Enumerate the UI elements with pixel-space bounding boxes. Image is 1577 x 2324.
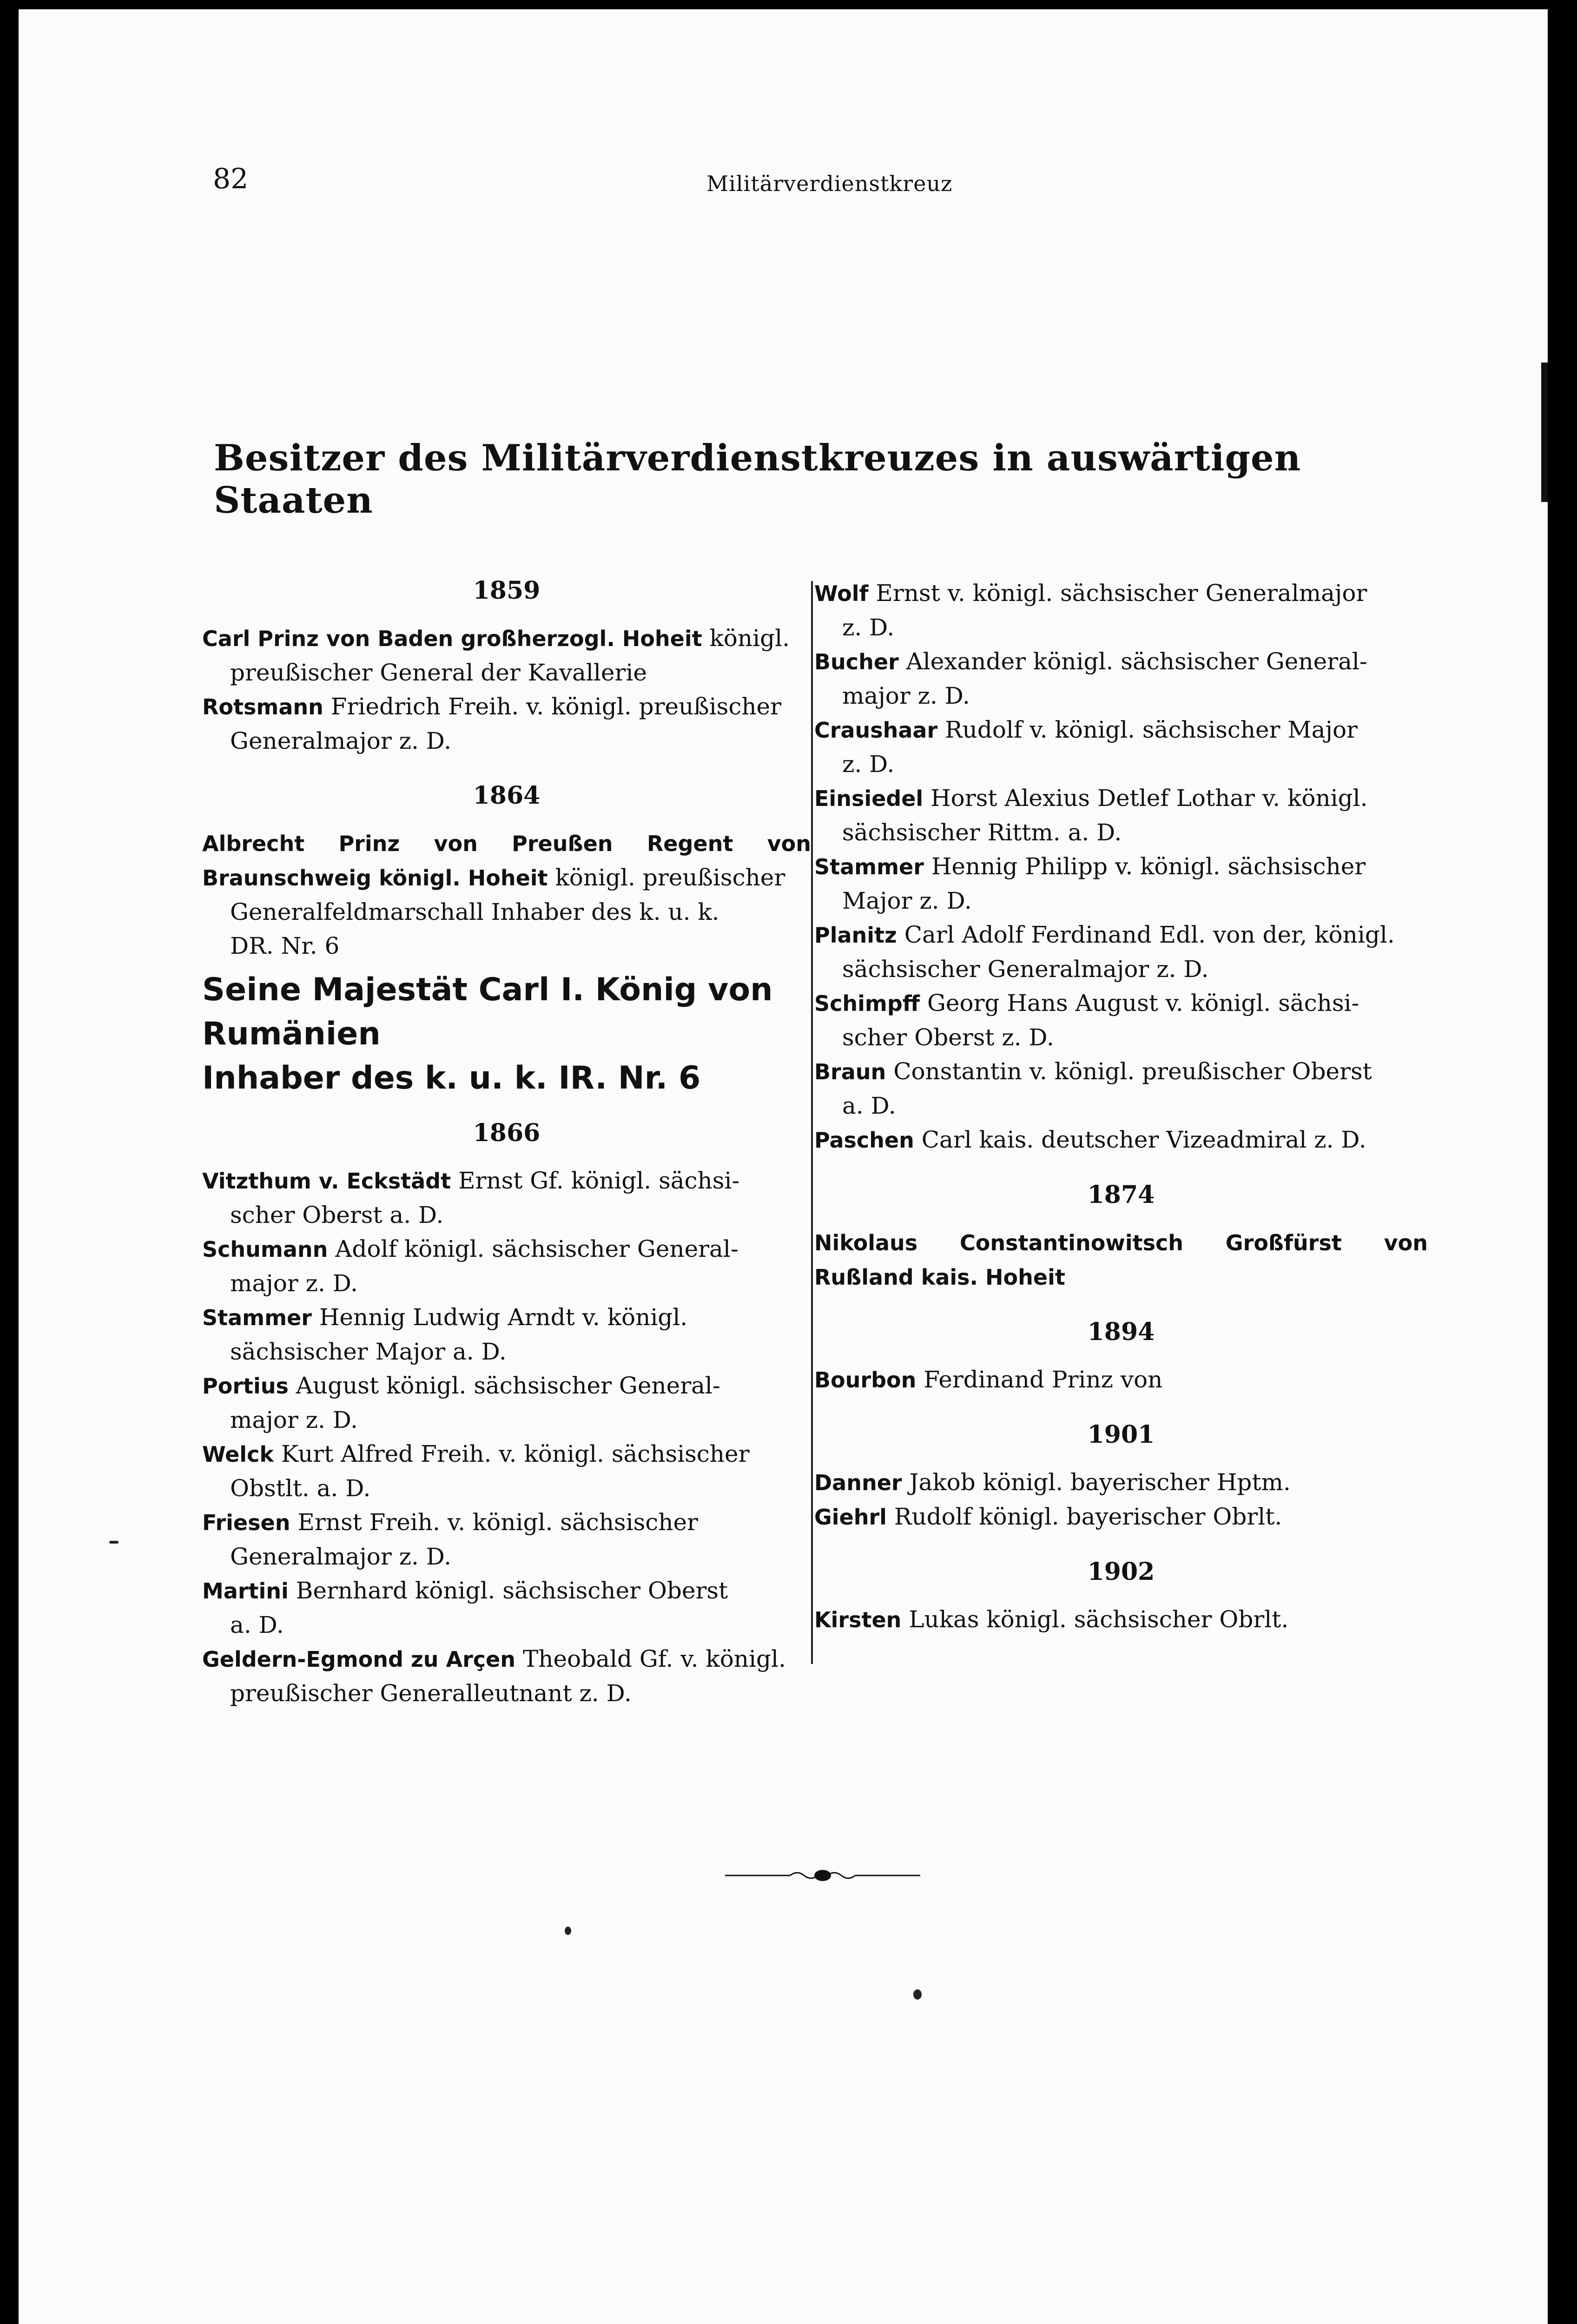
section-1902: [814, 1558, 1428, 1637]
entry-name: Danner: [814, 1470, 902, 1495]
entry-text: Jakob königl. bayerischer Hptm.: [902, 1469, 1291, 1496]
entry-text: preußischer Generalleutnant z. D.: [230, 1680, 632, 1707]
entry-text: Bernhard königl. sächsischer Oberst: [288, 1577, 728, 1604]
royal-entry: [202, 968, 811, 1100]
entry-name: Braun: [814, 1059, 886, 1084]
royal-entry-line: Inhaber des k. u. k. IR. Nr. 6: [202, 1060, 701, 1096]
entry: [202, 1437, 811, 1505]
entry: [814, 713, 1428, 781]
entry-text: major z. D.: [842, 682, 970, 709]
entry-name: Schimpff: [814, 991, 920, 1016]
entry: [814, 645, 1428, 713]
entry-text: major z. D.: [230, 1406, 358, 1433]
entry: [202, 1505, 811, 1574]
year-heading: 1874: [1087, 1181, 1155, 1209]
entry: [814, 918, 1428, 986]
end-ornament: [725, 1868, 920, 1882]
entry-text: Ernst Freih. v. königl. sächsischer: [290, 1509, 698, 1536]
entry-text: major z. D.: [230, 1270, 358, 1297]
entry: [202, 1232, 811, 1301]
column-rule: [811, 581, 813, 1664]
entry-text: Generalfeldmarschall Inhaber des k. u. k.: [230, 898, 719, 925]
entry-name: Kirsten: [814, 1607, 902, 1632]
entry-text: August königl. sächsischer General-: [288, 1372, 720, 1399]
entry: [202, 1642, 811, 1710]
entry-text: Horst Alexius Detlef Lothar v. königl.: [923, 785, 1368, 812]
entry-text: Carl kais. deutscher Vizeadmiral z. D.: [914, 1126, 1366, 1153]
section-1874: [814, 1181, 1428, 1294]
section-1894: [814, 1318, 1428, 1397]
entry-name: Carl Prinz von Baden großherzogl. Hoheit: [202, 626, 702, 651]
entry-text: königl.: [702, 625, 790, 652]
entry-text: Generalmajor z. D.: [230, 727, 451, 754]
entry-text: a. D.: [842, 1092, 896, 1119]
entry-text: Georg Hans August v. königl. sächsi-: [920, 990, 1359, 1017]
entry-text: a. D.: [230, 1611, 284, 1638]
entry-text: z. D.: [842, 614, 895, 641]
entry-name: Friesen: [202, 1510, 290, 1535]
entry: [814, 781, 1428, 850]
entry: [814, 1466, 1428, 1500]
year-heading: 1894: [1087, 1318, 1155, 1346]
entry-text: Theobald Gf. v. königl.: [515, 1645, 786, 1672]
entry-text: Kurt Alfred Freih. v. königl. sächsischer: [273, 1440, 750, 1467]
entry-text: sächsischer Rittm. a. D.: [842, 819, 1122, 846]
section-1901: [814, 1420, 1428, 1534]
entry-name: Albrecht Prinz von Preußen Regent von Braunschweig königl. Hoheit: [202, 831, 811, 891]
entry: [814, 576, 1428, 645]
entry-text: Hennig Philipp v. königl. sächsischer: [924, 853, 1366, 880]
section-1866-continued: [814, 576, 1428, 1157]
entry-name: Einsiedel: [814, 786, 924, 811]
entry-name: Portius: [202, 1373, 289, 1399]
entry: [202, 1369, 811, 1437]
left-column: [202, 576, 811, 1710]
entry-text: Friedrich Freih. v. königl. preußischer: [323, 693, 782, 720]
entry-name: Welck: [202, 1442, 274, 1467]
entry-text: sächsischer Generalmajor z. D.: [842, 956, 1209, 983]
royal-entry-line: Seine Majestät Carl I. König von Rumänien: [202, 971, 773, 1052]
page-edge-shadow: [1541, 363, 1548, 502]
book-page: [19, 9, 1548, 2324]
entry-text: Generalmajor z. D.: [230, 1543, 451, 1570]
entry: [814, 1363, 1428, 1397]
entry-text: preußischer General der Kavallerie: [230, 659, 647, 686]
entry-text: Constantin v. königl. preußischer Oberst: [886, 1058, 1372, 1085]
entry-name: Rotsmann: [202, 694, 323, 720]
entry-text: Ernst Gf. königl. sächsi-: [451, 1167, 740, 1194]
entry-name: Planitz: [814, 923, 897, 948]
entry-text: Adolf königl. sächsischer General-: [328, 1235, 739, 1262]
year-heading: 1864: [473, 781, 541, 810]
entry-name: Geldern-Egmond zu Arçen: [202, 1647, 515, 1672]
entry: [814, 986, 1428, 1055]
entry-name: Martini: [202, 1578, 289, 1604]
section-1859: [202, 576, 811, 758]
year-heading: 1866: [473, 1119, 541, 1147]
entry-name: Bourbon: [814, 1367, 917, 1393]
entry-name: Craushaar: [814, 718, 938, 743]
ink-speck: [913, 1989, 922, 2000]
entry: [814, 1226, 1428, 1294]
entry: [814, 1055, 1428, 1123]
running-head: Militärverdienstkreuz: [706, 171, 953, 196]
entry-name: Giehrl: [814, 1505, 887, 1530]
entry: [814, 1123, 1428, 1157]
entry: [202, 1301, 811, 1369]
entry-name: Stammer: [202, 1305, 312, 1330]
entry-text: Ferdinand Prinz von: [916, 1366, 1163, 1393]
entry-text: Rudolf v. königl. sächsischer Major: [937, 716, 1358, 743]
section-1864: [202, 781, 811, 1100]
entry: [202, 1164, 811, 1232]
entry-text: Carl Adolf Ferdinand Edl. von der, königl.: [897, 921, 1395, 948]
ink-speck: [565, 1927, 571, 1935]
entry-text: scher Oberst z. D.: [842, 1024, 1054, 1051]
entry: [202, 621, 811, 690]
entry-text: Alexander königl. sächsischer General-: [898, 648, 1367, 675]
entry: [202, 826, 811, 963]
entry-name: Bucher: [814, 649, 899, 674]
entry: [814, 850, 1428, 918]
page-number: 82: [213, 163, 249, 195]
entry-text: Ernst v. königl. sächsischer Generalmajor: [868, 580, 1367, 607]
ink-speck: [109, 1541, 119, 1544]
entry: [814, 1500, 1428, 1534]
entry-text: DR. Nr. 6: [230, 932, 340, 959]
entry-text: z. D.: [842, 751, 895, 778]
section-1866: [202, 1119, 811, 1710]
entry-text: Rudolf königl. bayerischer Obrlt.: [886, 1503, 1282, 1530]
page-title: Besitzer des Militärverdienstkreuzes in auswärtigen Staaten: [214, 437, 1301, 522]
entry-text: sächsischer Major a. D.: [230, 1338, 507, 1365]
right-column: [814, 576, 1428, 1637]
entry: [814, 1603, 1428, 1637]
entry: [202, 1574, 811, 1642]
entry-name: Paschen: [814, 1128, 914, 1153]
entry-text: königl. preußischer: [548, 864, 785, 891]
entry-text: Obstlt. a. D.: [230, 1475, 371, 1502]
entry-text: Major z. D.: [842, 887, 972, 914]
entry-name: Nikolaus Constantinowitsch Großfürst von Rußland kais. Hoheit: [814, 1230, 1428, 1290]
entry-text: Lukas königl. sächsischer Obrlt.: [901, 1606, 1289, 1633]
year-heading: 1859: [473, 576, 541, 605]
entry-text: Hennig Ludwig Arndt v. königl.: [311, 1304, 688, 1331]
entry-name: Stammer: [814, 854, 924, 879]
year-heading: 1901: [1087, 1420, 1155, 1449]
entry-text: scher Oberst a. D.: [230, 1202, 444, 1228]
entry-name: Wolf: [814, 581, 869, 606]
year-heading: 1902: [1087, 1558, 1155, 1586]
entry-name: Schumann: [202, 1237, 328, 1262]
entry: [202, 690, 811, 758]
entry-name: Vitzthum v. Eckstädt: [202, 1169, 451, 1194]
